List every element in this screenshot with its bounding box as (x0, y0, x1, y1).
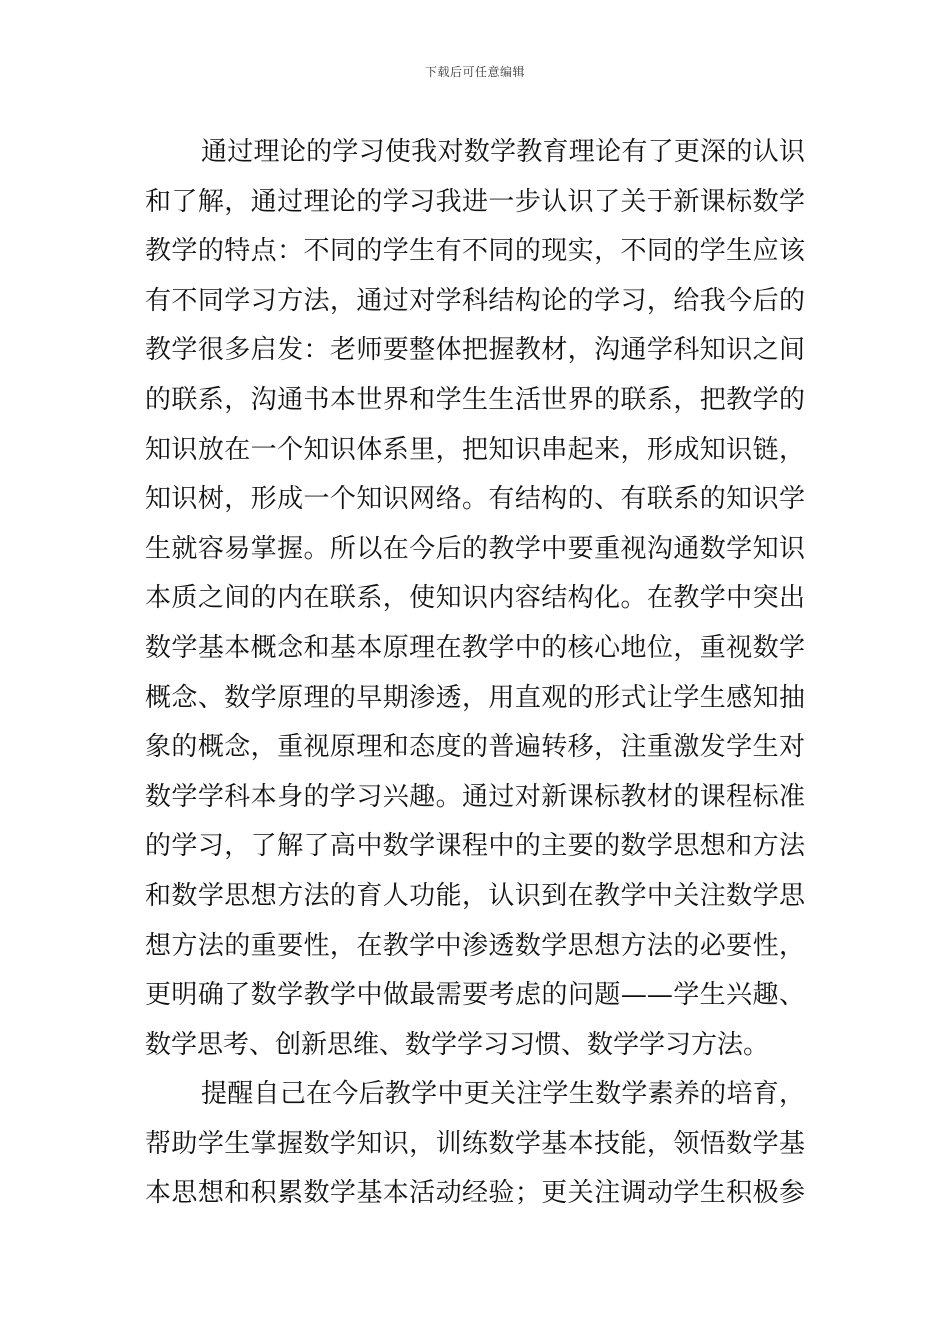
text-line: 概念、数学原理的早期渗透，用直观的形式让学生感知抽 (145, 682, 805, 713)
text-line: 知识树，形成一个知识网络。有结构的、有联系的知识学 (145, 484, 805, 515)
text-line: 生就容易掌握。所以在今后的教学中要重视沟通数学知识 (145, 533, 805, 564)
document-body (145, 128, 805, 1219)
text-line: 和数学思想方法的育人功能，认识到在教学中关注数学思 (145, 880, 805, 911)
text-line: 和了解，通过理论的学习我进一步认识了关于新课标数学 (145, 186, 805, 217)
text-line: 提醒自己在今后教学中更关注学生数学素养的培育， (201, 1079, 805, 1110)
text-line: 教学很多启发：老师要整体把握教材，沟通学科知识之间 (145, 335, 805, 366)
page-header: 下载后可任意编辑 (424, 65, 525, 79)
text-line: 有不同学习方法，通过对学科结构论的学习，给我今后的 (145, 285, 805, 316)
text-line: 本质之间的内在联系，使知识内容结构化。在教学中突出 (145, 583, 805, 614)
text-line: 数学基本概念和基本原理在教学中的核心地位，重视数学 (145, 632, 805, 663)
text-line: 象的概念，重视原理和态度的普遍转移，注重激发学生对 (145, 732, 805, 763)
paragraph-2 (145, 1070, 805, 1219)
text-line: 的联系，沟通书本世界和学生生活世界的联系，把教学的 (145, 384, 805, 415)
text-line: 想方法的重要性，在教学中渗透数学思想方法的必要性， (145, 930, 805, 961)
text-line: 更明确了数学教学中做最需要考虑的问题——学生兴趣、 (145, 980, 805, 1011)
text-line: 通过理论的学习使我对数学教育理论有了更深的认识 (201, 137, 805, 167)
text-line: 帮助学生掌握数学知识，训练数学基本技能，领悟数学基 (145, 1128, 805, 1159)
paragraph-1 (145, 128, 805, 1070)
text-line: 的学习，了解了高中数学课程中的主要的数学思想和方法 (145, 831, 805, 862)
text-line: 本思想和积累数学基本活动经验；更关注调动学生积极参 (145, 1178, 805, 1209)
text-line: 数学思考、创新思维、数学学习习惯、数学学习方法。 (145, 1029, 770, 1060)
text-line: 数学学科本身的学习兴趣。通过对新课标教材的课程标准 (145, 781, 805, 812)
text-line: 教学的特点：不同的学生有不同的现实，不同的学生应该 (145, 236, 805, 267)
text-line: 知识放在一个知识体系里，把知识串起来，形成知识链， (145, 434, 805, 465)
